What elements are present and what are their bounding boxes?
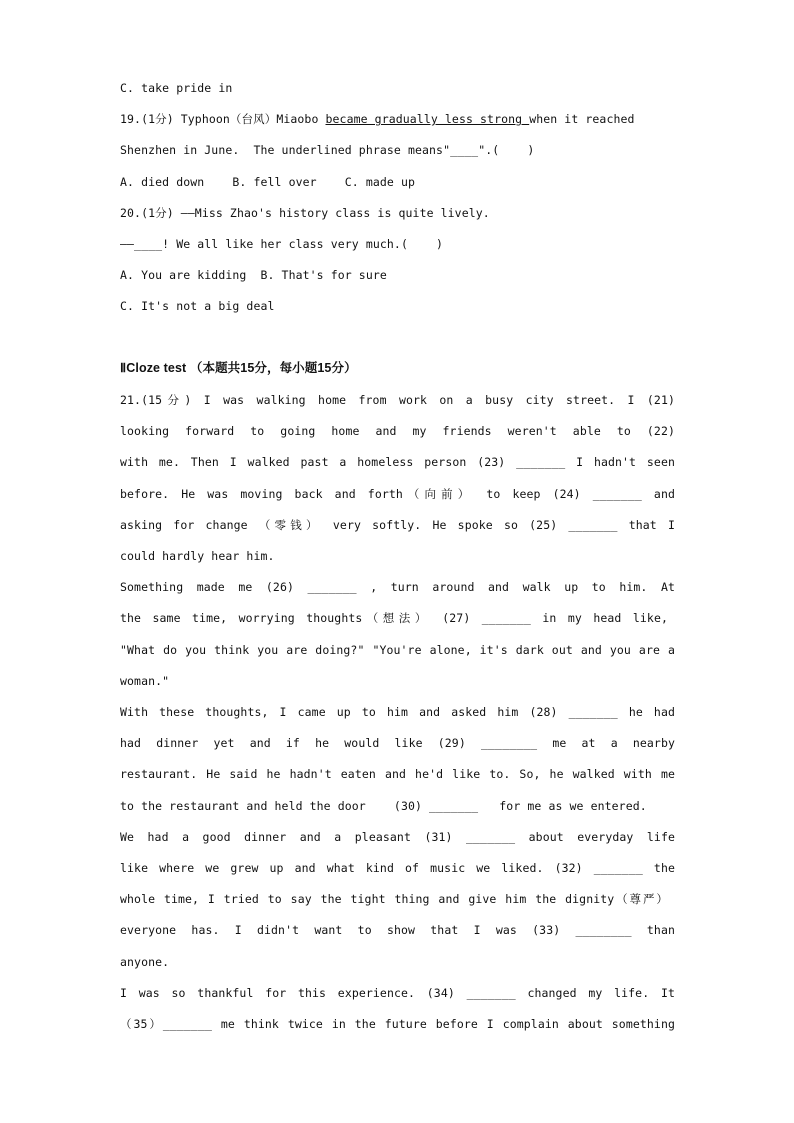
q20-line-1: 20.(1分) ――Miss Zhao's history class is quite lively. (120, 206, 490, 220)
cloze-line: like where we grew up and what kind of music we liked. (32) _______ the (120, 861, 675, 875)
cloze-line: restaurant. He said he hadn't eaten and he'd like to. So, he walked with me (120, 767, 675, 781)
cloze-line: before. He was moving back and forth（向前） to keep (24) _______ and (120, 487, 675, 501)
q19-suffix: when it reached (529, 112, 635, 126)
q19-line-1 (120, 111, 675, 127)
cloze-line: everyone has. I didn't want to show that I was (33) ________ than (120, 923, 675, 937)
cloze-line: anyone. (120, 955, 170, 969)
cloze-line: had dinner yet and if he would like (29) ________ me at a nearby (120, 736, 675, 750)
cloze-line: to the restaurant and held the door (30) _______ for me as we entered. (120, 799, 647, 813)
cloze-line: We had a good dinner and a pleasant (31) _______ about everyday life (120, 830, 675, 844)
cloze-line: whole time, I tried to say the tight thing and give him the dignity（尊严） (120, 892, 668, 906)
cloze-line: Something made me (26) _______ , turn around and walk up to him. At (120, 580, 675, 594)
q20-options-ab: A. You are kidding B. That's for sure (120, 268, 387, 282)
cloze-line: looking forward to going home and my friends weren't able to (22) (120, 424, 675, 438)
cloze-line: I was so thankful for this experience. (34) _______ changed my life. It (120, 986, 675, 1000)
cloze-line: the same time, worrying thoughts（想法） (27) _______ in my head like, (120, 611, 668, 625)
cloze-line: "What do you think you are doing?" "You're alone, it's dark out and you are a (120, 643, 675, 657)
cloze-line: asking for change （零钱） very softly. He spoke so (25) _______ that I (120, 518, 675, 532)
q19-prefix: 19.(1分) Typhoon（台风）Miaobo (120, 112, 326, 126)
section-heading: ⅡCloze test （本题共15分，每小题15分） (120, 361, 357, 375)
cloze-line: could hardly hear him. (120, 549, 275, 563)
cloze-line: with me. Then I walked past a homeless person (23) _______ I hadn't seen (120, 455, 675, 469)
cloze-line: woman." (120, 674, 170, 688)
cloze-line: 21.(15分) I was walking home from work on a busy city street. I (21) (120, 393, 675, 407)
q19-line-2: Shenzhen in June. The underlined phrase means"____".( ) (120, 143, 535, 157)
q20-line-2: ――____! We all like her class very much.( ) (120, 237, 444, 251)
cloze-line: （35）_______ me think twice in the future before I complain about something (120, 1017, 675, 1031)
q19-underlined-phrase: became gradually less strong (325, 112, 530, 126)
cloze-line: With these thoughts, I came up to him and asked him (28) _______ he had (120, 705, 675, 719)
q20-option-c: C. It's not a big deal (120, 299, 275, 313)
q18-option-c: C. take pride in (120, 81, 233, 95)
q19-options: A. died down B. fell over C. made up (120, 175, 415, 189)
